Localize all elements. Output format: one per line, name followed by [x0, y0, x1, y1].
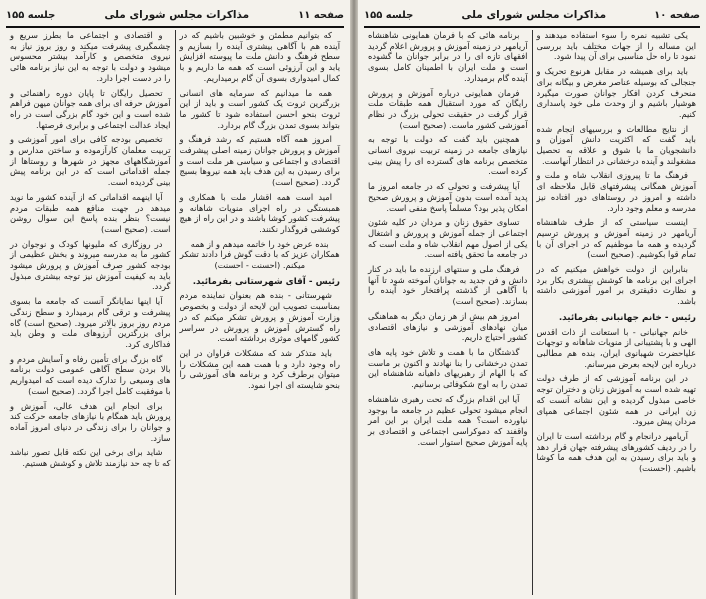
paragraph: باید برای همیشه در مقابل هرنوع تحریک و جنجالی که بوسیله عناصر مغرض و بیگانه برای منحرف کردن افکار جوانان صورت میگیرد هوشیار باشیم و از وحدت ملی خود پاسداری کنیم. [536, 66, 696, 119]
paragraph: گذشتگان ما با همت و تلاش خود پایه های تمدن درخشانی را بنا نهادند و اکنون بر ماست که با الهام از رهبریهای داهیانه شاهنشاه این تمدن را به اوج شکوفائی برسانیم. [368, 346, 528, 390]
text-column-left [6, 30, 176, 595]
paragraph: آیا اینهمه اقداماتی که از آینده کشور ما نوید میدهد در جهت منافع همه طبقات مردم نیست؟ بنظر بنده پاسخ این سوال روشن است. (صحیح است) [10, 191, 171, 234]
paragraph: شهرستانی - بنده هم بعنوان نماینده مردم بمناسبت تصویب این لایحه از دولت و بخصوص وزارت آموزش و پرورش تشکر میکنم که در راه گسترش آموزش و پرورش در سراسر کشور گامهای موثری برداشته است. [179, 290, 340, 344]
paragraph: تخصیص بودجه کافی برای امور آموزشی و تربیت معلمان کارآزموده و ساختن مدارس و آموزشگاههای مجهز در شهرها و روستاها از جمله اقداماتی است که در این برنامه پیش بینی گردیده است. [10, 134, 171, 188]
paragraph: امروز هم بیش از هر زمان دیگر به هماهنگی میان نهادهای آموزشی و نیازهای اقتصادی کشور احتیاج داریم. [368, 310, 528, 343]
paragraph: بنابراین از دولت خواهش میکنیم که در اجرای این برنامه ها کوشش بیشتری بکار برد و نظارت دقیقتری بر امور آموزشی داشته باشد. [536, 264, 696, 307]
paragraph: تحصیل رایگان تا پایان دوره راهنمائی و آموزش حرفه ای برای همه جوانان میهن فراهم شده است و این خود گام بزرگی است در راه ایجاد عدالت اجتماعی و برابری فرصتها. [10, 87, 171, 130]
speaker-line: رئیس - خانم جهانبانی بفرمائید. [558, 312, 696, 323]
paragraph: فرهنگ ما تا پیروزی انقلاب شاه و ملت و آموزش همگانی پیشرفتهای قابل ملاحظه ای داشته و امروز در روستاهای دور افتاده نیز مدرسه و معلم وجود دارد. [536, 170, 696, 213]
paragraph: امروز همه آگاه هستیم که رشد فرهنگ و آموزش و پرورش جوانان زمینه اصلی پیشرفت اقتصادی و اجتماعی و سیاسی هر ملت است و برای رسیدن به این هدف باید همه نیروها بسیج گردد. (صحیح است) [179, 134, 340, 188]
paragraph: تساوی حقوق زنان و مردان در کلیه شئون اجتماعی از جمله آموزش و پرورش و اشتغال یکی از اصول مهم انقلاب شاه و ملت است که در جامعه ما تحقق یافته است. [368, 217, 528, 260]
paragraph: باید متذکر شد که مشکلات فراوان در این راه وجود دارد و با همت همه این مشکلات را میتوان برطرف کرد و برنامه های آموزشی را بنحو شایسته ای اجرا نمود. [179, 347, 340, 391]
paragraph: یکی تشبیه نمره را سوء استفاده میدهند و این مساله را از جهات مختلف باید بررسی نمود تا راه حل مناسبی برای آن پیدا شود. [536, 30, 696, 62]
paragraph: گاه بزرگ برای تأمین رفاه و آسایش مردم و بالا بردن سطح آگاهی عمومی دولت برنامه های وسیعی را تدارک دیده است که امیدواریم با موفقیت کامل اجرا گردد. (صحیح است) [10, 353, 171, 396]
paragraph: آیا اینها نمایانگر آنست که جامعه ما بسوی پیشرفت و ترقی گام برمیدارد و سطح زندگی مردم روز بروز بالاتر میرود. (صحیح است) گاه برای بزرگترین آرزوهای ملت و وطن باید فداکاری کرد. [10, 296, 171, 349]
paragraph: اینست سیاستی که از طرف شاهنشاه آریامهر در زمینه آموزش و پرورش ترسیم گردیده و همه ما موظفیم که در اجرای آن با تمام قوا بکوشیم. (صحیح است) [536, 217, 696, 260]
text-column-right [533, 30, 701, 595]
paragraph: در این برنامه آموزشی که از طرف دولت تهیه شده است به آموزش زنان و دختران توجه خاصی مبذول گردیده و این نشانه آنست که زن ایرانی در همه شئون اجتماعی همپای مردان پیش میرود. [536, 373, 696, 427]
publication-title: مذاکرات مجلس شورای ملی [104, 9, 250, 21]
paragraph: برای انجام این هدف عالی، آموزش و پرورش باید همگام با نیازهای جامعه حرکت کند و جوانان را برای زندگی در دنیای امروز آماده سازد. [10, 400, 171, 443]
book-gutter [350, 0, 358, 599]
paragraph: فرمان همایونی درباره آموزش و پرورش رایگان که مورد استقبال همه طبقات ملت قرار گرفت در حقیقت تحولی بزرگ در نظام آموزشی کشور ماست. (صحیح است) [368, 87, 528, 130]
page-number: صفحه ۱۱ [298, 9, 344, 21]
paragraph: فرهنگ ملی و سنتهای ارزنده ما باید در کنار دانش و فن جدید به جوانان آموخته شود تا آنها با آگاهی از گذشته پرافتخار خود آینده را بسازند. (صحیح است) [368, 264, 528, 307]
paragraph: خانم جهانبانی - با استعانت از ذات اقدس الهی و با پشتیبانی از منویات شاهانه و توجهات علیاحضرت شهبانوی ایران، بنده هم مطالبی درباره این لایحه بعرض میرسانم. [536, 326, 696, 369]
session-number: جلسه ۱۵۵ [364, 9, 414, 21]
paragraph: امید است همه اقشار ملت با همکاری و همبستگی در راه اجرای منویات شاهانه و پیشرفت کشور کوشا باشند و در این راه از هیچ کوششی فروگذار نکنند. [179, 191, 340, 234]
page-number: صفحه ۱۰ [654, 9, 700, 21]
session-number: جلسه ۱۵۵ [6, 9, 56, 21]
paragraph: برنامه هائی که با فرمان همایونی شاهنشاه آریامهر در زمینه آموزش و پرورش اعلام گردید افقهای تازه ای را در برابر جوانان ما گشوده است و ملت ایران با اطمینان کامل بسوی آینده گام برمیدارد. [368, 30, 528, 83]
speaker-line: رئیس - آقای شهرستانی بفرمائید. [192, 276, 340, 287]
paragraph: در روزگاری که ملیونها کودک و نوجوان در کشور ما به مدرسه میروند و بخش عظیمی از بودجه کشور صرف آموزش و پرورش میشود باید به کیفیت آموزش نیز توجه بیشتری مبذول گردد. [10, 238, 171, 292]
paragraph: شاید برای برخی این نکته قابل تصور نباشد که تا چه حد نیازمند تلاش و کوشش هستیم. [10, 447, 171, 469]
text-columns [6, 30, 344, 595]
paragraph: همه ما میدانیم که سرمایه های انسانی بزرگترین ثروت یک کشور است و باید از این ثروت بنحو احسن استفاده شود تا کشور ما بتواند بسوی تمدن بزرگ گام بردارد. [179, 87, 340, 130]
paragraph: و اقتصادی و اجتماعی ما بطرز سریع و چشمگیری پیشرفت میکند و روز بروز نیاز به نیروی متخصص و کارآمد بیشتر محسوس میشود و دولت با توجه به این نیاز برنامه هائی را در دست اجرا دارد. [10, 30, 171, 83]
page-right [358, 0, 706, 599]
paragraph: آیا پیشرفت و تحولی که در جامعه امروز ما پدید آمده است بدون آموزش و پرورش صحیح امکان پذیر بود؟ مسلماً پاسخ منفی است. [368, 181, 528, 213]
paragraph: بنده عرض خود را خاتمه میدهم و از همه همکاران عزیز که با دقت گوش فرا دادند تشکر میکنم. (احسنت - احسنت) [179, 238, 340, 271]
publication-title: مذاکرات مجلس شورای ملی [461, 9, 607, 21]
paragraph: که بتوانیم مطمئن و خوشبین باشیم که در آینده هم با آگاهی بیشتری آینده را بسازیم و سطح فرهنگ و دانش ملت ما پیوسته افزایش یابد و این آرزوئی است که همه ما داریم و با کمال امیدواری بسوی آن گام برمیداریم. [179, 30, 340, 83]
text-column-right [176, 30, 345, 595]
text-columns [364, 30, 700, 595]
paragraph: از نتایج مطالعات و بررسیهای انجام شده باید گفت که اکثریت دانش آموزان و دانشجویان ما با شوق و علاقه به تحصیل مشغولند و آینده درخشانی در انتظار آنهاست. [536, 123, 696, 166]
paragraph: آریامهر درانجام و گام برداشته است تا ایران را در ردیف کشورهای پیشرفته جهان قرار دهد و باید برای رسیدن به این هدف همه ما کوشا باشیم. (احسنت) [536, 430, 696, 474]
paragraph: آیا این اقدام بزرگ که تحت رهبری شاهنشاه انجام میشود تحولی عظیم در جامعه ما بوجود نیاورده است؟ همه ملت ایران بر این امر واقفند که دموکراسی اجتماعی و اقتصادی بر پایه آموزش صحیح استوار است. [368, 393, 528, 447]
paragraph: همچنین باید گفت که دولت با توجه به نیازهای جامعه در زمینه تربیت نیروی انسانی متخصص برنامه های گسترده ای را پیش بینی کرده است. [368, 134, 528, 177]
page-header [6, 4, 344, 28]
page-left [0, 0, 350, 599]
text-column-left [364, 30, 533, 595]
page-header [364, 4, 700, 28]
